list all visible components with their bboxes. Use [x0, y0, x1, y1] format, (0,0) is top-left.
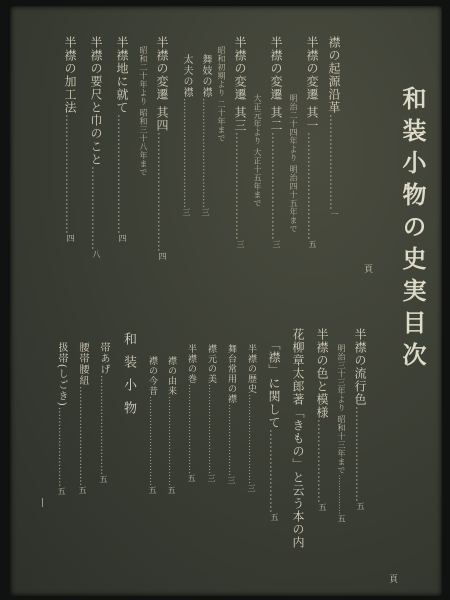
toc-subentry: 大正元年より 大正十五年まで: [253, 94, 262, 208]
toc-entry: 半襟の歴史…………………………三: [246, 344, 256, 493]
toc-entry: 半襟の巻…………………………五: [186, 344, 196, 483]
toc-subentry: 明治二十四年より 明治四十五年まで: [289, 94, 298, 234]
toc-entry: 半襟の変遷 其三………………………三: [233, 36, 247, 249]
page-label-bottom: 頁: [387, 574, 397, 583]
toc-entry: 襟元の美…………………………三: [206, 344, 216, 483]
toc-entry: 半襟の変遷 其四…………………………四: [155, 36, 169, 261]
toc-entry: 「襟」に関して…………………五: [267, 338, 281, 522]
toc-entry: 襟の由来…………………………五: [166, 356, 176, 495]
toc-entry: 舞妓の襟……………………………三: [200, 54, 211, 217]
toc-entry: 花柳章太郎著「きもの」と云う本の内: [291, 328, 305, 549]
toc-entry: 半襟の流行色……………………五: [353, 328, 367, 511]
toc-entry: 半襟地に就て…………………………四: [115, 36, 129, 243]
toc-entry: 帯あげ…………………………五: [98, 342, 109, 484]
toc-subentry: 昭和二十年より 昭和三十八年まで: [139, 46, 148, 177]
toc-entry: 半襟の変遷 其一………………………五: [305, 36, 319, 249]
toc-entry: 半襟の要尺と巾のこと…………………八: [89, 36, 103, 259]
toc-entry: 半襟の変遷 其二………………………三: [269, 36, 283, 249]
toc-entry: 扱帯(しごき)……………………五: [56, 342, 67, 496]
toc-entry: 太夫の襟……………………………三: [181, 54, 192, 217]
toc-subentry: 明治三十三年より 昭和十三年まで……………五: [337, 344, 346, 524]
margin-mark: [42, 498, 43, 507]
toc-title: 和装小物の史実目次: [398, 86, 427, 374]
toc-entry: 半襟の色と模様…………………五: [315, 328, 329, 512]
toc-entry: 腰帯腰紐…………………………五: [77, 342, 88, 495]
page-label-top: 頁: [362, 264, 372, 273]
toc-entry: 舞台常用の襟……………………三: [226, 344, 236, 485]
toc-entry: 襟の起源沿革……………………一: [327, 36, 341, 219]
toc-section-heading: 和装小物: [121, 332, 136, 424]
toc-subentry: 昭和初期より 二十年まで: [217, 46, 226, 143]
toc-entry: 半襟の加工法…………………………四: [63, 36, 77, 243]
toc-entry: 襟の今昔…………………………五: [147, 356, 157, 495]
book-page: [10, 6, 442, 596]
